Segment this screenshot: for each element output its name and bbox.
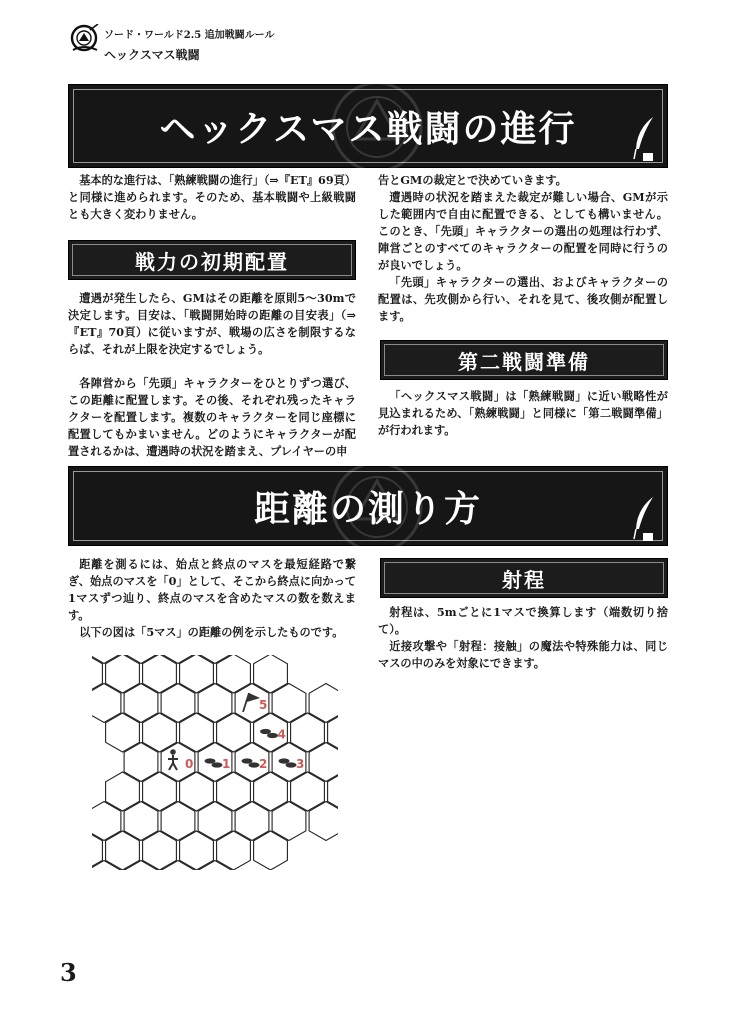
paragraph: 各陣営から「先頭」キャラクターをひとりずつ選び、この距離に配置します。その後、それぞれ残ったキャラクターを配置します。複数のキャラクターを同じ座標に配置してもかまいません。どのようにキャラクターが配置されるかは、遭遇時の状況を踏まえ、プレイヤーの申 <box>68 376 356 458</box>
quill-icon <box>631 115 657 163</box>
paragraph: 射程は、5mごとに1マスで換算します（端数切り捨て）。 <box>378 605 668 636</box>
subheading-title: 戦力の初期配置 <box>135 249 289 274</box>
subheading-title: 射程 <box>502 567 546 592</box>
paragraph: 近接攻撃や「射程：接触」の魔法や特殊能力は、同じマスの中のみを対象にできます。 <box>378 639 668 670</box>
quill-icon <box>631 495 657 543</box>
paragraph: 「先頭」キャラクターの選出、およびキャラクターの配置は、先攻側から行い、それを見て、後攻側が配置します。 <box>378 275 668 323</box>
section-banner-progress <box>68 84 668 168</box>
range-text <box>378 604 668 672</box>
page-header <box>70 22 370 66</box>
second-preparation-text <box>378 388 668 439</box>
step-number-label: 2 <box>259 757 268 771</box>
page-number: 3 <box>60 958 77 987</box>
step-number-label: 4 <box>277 727 286 742</box>
book-quill-logo-icon <box>70 24 100 54</box>
paragraph: 距離を測るには、始点と終点のマスを最短経路で繋ぎ、始点のマスを「0」として、そこから終点に向かって1マスずつ辿り、終点のマスを含めたマスの数を数えます。 <box>68 557 356 622</box>
section-title: 距離の測り方 <box>253 487 482 530</box>
paragraph: 告とGMの裁定とで決めていきます。 <box>378 173 567 187</box>
intro-paragraph: 基本的な進行は、「熟練戦闘の進行」（⇒『ET』69頁）と同様に進められます。そのため、基本戦闘や上級戦闘とも大きく変わりません。 <box>68 173 356 221</box>
subheading-title: 第二戦闘準備 <box>458 349 590 374</box>
hex-distance-figure <box>92 655 338 870</box>
paragraph: 以下の図は「5マス」の距離の例を示したものです。 <box>79 625 344 639</box>
step-number-label: 3 <box>296 757 305 771</box>
paragraph: 遭遇時の状況を踏まえた裁定が難しい場合、GMが示した範囲内で自由に配置できる、としても構いません。このとき、「先頭」キャラクターの選出の処理は行わず、陣営ごとのすべてのキャラクターの配置を同時に行うのが良いでしょう。 <box>378 190 668 272</box>
initial-placement-text-continued <box>378 172 668 325</box>
section-title: ヘックスマス戦闘の進行 <box>159 107 577 150</box>
section-banner-distance <box>68 466 668 546</box>
subheading-initial-placement <box>68 240 356 280</box>
step-number-label: 0 <box>185 757 194 771</box>
subheading-second-preparation <box>380 340 668 380</box>
step-number-label: 1 <box>222 757 231 771</box>
subheading-range <box>380 558 668 598</box>
step-number-label: 5 <box>259 698 268 712</box>
paragraph: 「ヘックスマス戦闘」は「熟練戦闘」に近い戦略性が見込まれるため、「熟練戦闘」と同様に「第二戦闘準備」が行われます。 <box>378 389 668 437</box>
distance-text <box>68 556 356 641</box>
book-title: ソード・ワールド2.5 追加戦闘ルール <box>104 30 275 41</box>
section1-intro <box>68 172 356 223</box>
paragraph: 遭遇が発生したら、GMはその距離を原則5〜30mで決定します。目安は、「戦闘開始時の距離の目安表」（⇒『ET』70頁）に従いますが、戦場の広さを制限するならば、それが上限を決定するでしょう。 <box>68 291 356 356</box>
initial-placement-text <box>68 290 356 460</box>
section-name: ヘックスマス戦闘 <box>104 48 200 62</box>
